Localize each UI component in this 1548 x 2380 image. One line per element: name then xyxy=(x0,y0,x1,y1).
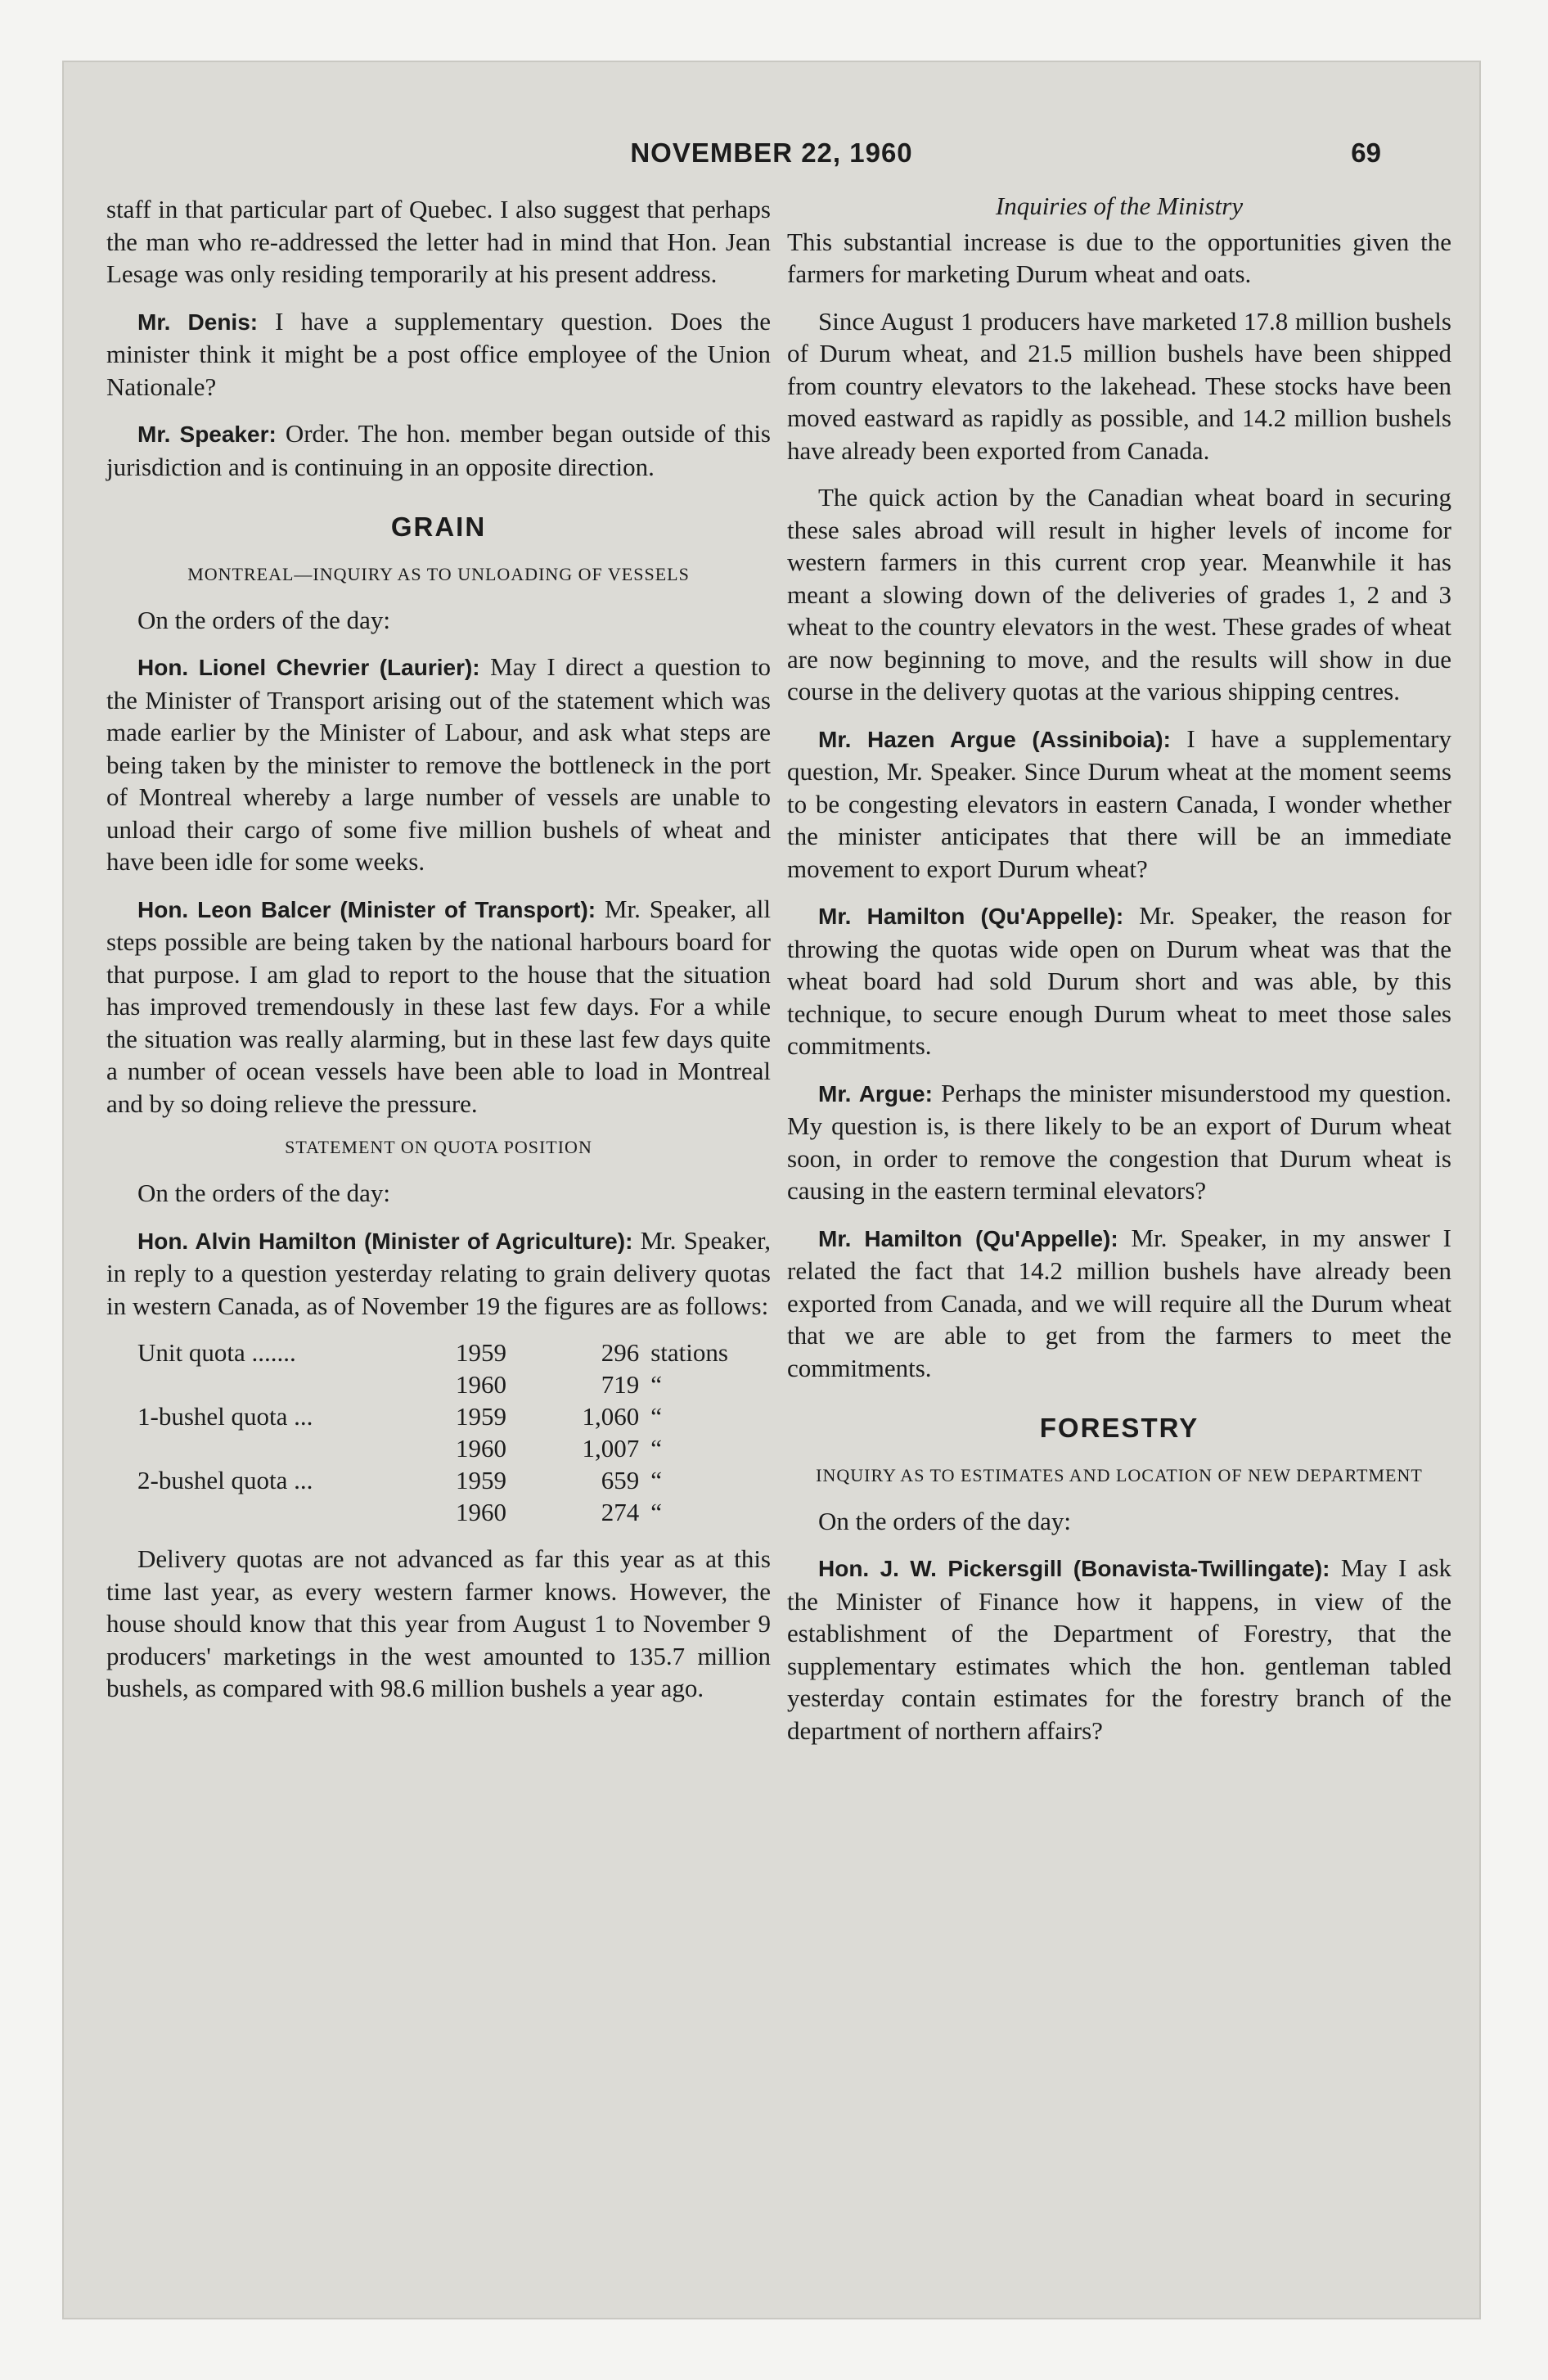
quota-year: 1959 xyxy=(455,1402,506,1431)
speaker-name: Hon. J. W. Pickersgill (Bonavista-Twillingate): xyxy=(818,1556,1330,1581)
speaker-name: Mr. Speaker: xyxy=(137,421,277,447)
quota-value: 296 xyxy=(601,1338,640,1367)
paragraph xyxy=(106,305,771,403)
paragraph xyxy=(787,899,1451,1062)
speaker-name: Hon. Leon Balcer (Minister of Transport): xyxy=(137,896,596,922)
right-column xyxy=(787,193,1451,1761)
paragraph xyxy=(106,651,771,878)
subheading-forestry: INQUIRY AS TO ESTIMATES AND LOCATION OF NEW DEPARTMENT xyxy=(816,1464,1423,1485)
table-row xyxy=(137,1432,771,1464)
quota-year: 1960 xyxy=(455,1370,506,1399)
paragraph: This substantial increase is due to the opportunities given the farmers for marketing Durum wheat and oats. xyxy=(787,227,1451,288)
speech-text: May I ask the Minister of Finance how it happens, in view of the establishment of the Department of Forestry, that the supplementary estimates which the hon. gentleman tabled yesterday contain estimates for the forestry branch of the department of northern affairs? xyxy=(787,1553,1451,1745)
quota-unit: “ xyxy=(650,1370,662,1399)
subheading-quota: STATEMENT ON QUOTA POSITION xyxy=(285,1137,592,1157)
paragraph xyxy=(787,1077,1451,1207)
quota-label xyxy=(137,1496,456,1528)
orders-of-the-day: On the orders of the day: xyxy=(137,1179,391,1207)
section-heading-forestry: FORESTRY xyxy=(1039,1413,1199,1443)
quota-label xyxy=(137,1432,456,1464)
paragraph: The quick action by the Canadian wheat board in securing these sales abroad will result in higher levels of income for western farmers in this current crop year. Meanwhile it has meant a slowing down of the deliveries of grades 1, 2 and 3 wheat to the country elevators in the west. These grades of wheat are now beginning to move, and the results will show in due course in the delivery quotas at the various shipping centres. xyxy=(787,483,1451,705)
quota-label: Unit quota ....... xyxy=(137,1338,296,1367)
quota-label: 1-bushel quota ... xyxy=(137,1402,313,1431)
quota-label xyxy=(137,1368,456,1400)
scanned-page xyxy=(62,61,1481,2319)
quota-year: 1959 xyxy=(455,1466,506,1494)
speech-text: Mr. Speaker, in reply to a question yesterday relating to grain delivery quotas in western Canada, as of November 19 the figures are as follows: xyxy=(106,1225,771,1320)
quota-table xyxy=(137,1336,771,1528)
table-row xyxy=(137,1496,771,1528)
paragraph xyxy=(106,417,771,483)
page-number: 69 xyxy=(1351,137,1381,168)
quota-value: 1,060 xyxy=(582,1402,640,1431)
quota-label: 2-bushel quota ... xyxy=(137,1466,313,1494)
speech-text: I have a supplementary question, Mr. Speaker. Since Durum wheat at the moment seems to be congesting elevators in eastern Canada, I wonder whether the minister anticipates that there will be an immediate movement to export Durum wheat? xyxy=(787,723,1451,883)
paragraph: Since August 1 producers have marketed 17.8 million bushels of Durum wheat, and 21.5 million bushels have been shipped from country elevators to the lakehead. These stocks have been moved eastward as rapidly as possible, and 14.2 million bushels have already been exported from Canada. xyxy=(787,306,1451,465)
quota-value: 274 xyxy=(601,1498,640,1526)
paragraph xyxy=(106,893,771,1120)
speech-text: Mr. Speaker, all steps possible are being taken by the national harbours board for that purpose. I am glad to report to the house that the situation has improved tremendously in these last few days. For a while the situation was really alarming, but in these last few days quite a number of ocean vessels have been able to load in Montreal and by so doing relieve the pressure. xyxy=(106,894,771,1118)
paragraph xyxy=(106,1224,771,1323)
paragraph xyxy=(787,723,1451,886)
speaker-name: Mr. Argue: xyxy=(818,1080,933,1107)
speaker-name: Mr. Denis: xyxy=(137,309,259,335)
page-date: NOVEMBER 22, 1960 xyxy=(630,137,913,168)
speech-text: Perhaps the minister misunderstood my question. My question is, is there likely to be an export of Durum wheat soon, in order to remove the congestion that Durum wheat is causing in the eastern terminal elevators? xyxy=(787,1078,1451,1205)
table-row xyxy=(137,1464,771,1496)
speaker-name: Hon. Alvin Hamilton (Minister of Agriculture): xyxy=(137,1228,633,1254)
speech-text: Mr. Speaker, in my answer I related the fact that 14.2 million bushels have already been exported from Canada, and we will require all the Durum wheat that we are able to get from the farmers to meet the commitments. xyxy=(787,1223,1451,1382)
quota-value: 1,007 xyxy=(582,1434,640,1463)
speaker-name: Hon. Lionel Chevrier (Laurier): xyxy=(137,655,480,680)
quota-value: 719 xyxy=(601,1370,640,1399)
quota-unit: “ xyxy=(650,1402,662,1431)
running-head: Inquiries of the Ministry xyxy=(995,192,1244,220)
speech-text: May I direct a question to the Minister of Transport arising out of the statement which was made earlier by the Minister of Labour, and ask what steps are being taken by the minister to remove the bottleneck in the port of Montreal whereby a large number of vessels are unable to unload their cargo of some five million bushels of wheat and have been idle for some weeks. xyxy=(106,652,771,876)
quota-unit: stations xyxy=(650,1338,728,1367)
quota-value: 659 xyxy=(601,1466,640,1494)
page-header xyxy=(162,137,1381,178)
table-row xyxy=(137,1336,771,1368)
speech-text: Order. The hon. member began outside of this jurisdiction and is continuing in an opposite direction. xyxy=(106,419,772,481)
section-heading-grain: GRAIN xyxy=(390,512,487,542)
quota-year: 1959 xyxy=(455,1338,506,1367)
quota-unit: “ xyxy=(650,1434,662,1463)
left-column xyxy=(106,193,771,1720)
speaker-name: Mr. Hazen Argue (Assiniboia): xyxy=(818,726,1171,752)
paragraph xyxy=(787,1222,1451,1385)
speaker-name: Mr. Hamilton (Qu'Appelle): xyxy=(818,1225,1118,1251)
subheading-montreal: MONTREAL—INQUIRY AS TO UNLOADING OF VESSELS xyxy=(187,563,690,584)
table-row xyxy=(137,1368,771,1400)
speech-text: Mr. Speaker, the reason for throwing the quotas wide open on Durum wheat was that the wheat board had sold Durum short and was able, by this technique, to secure enough Durum wheat to meet those sales commitments. xyxy=(787,901,1452,1060)
orders-of-the-day: On the orders of the day: xyxy=(137,605,391,634)
quota-unit: “ xyxy=(650,1466,662,1494)
orders-of-the-day: On the orders of the day: xyxy=(818,1506,1072,1535)
speech-text: I have a supplementary question. Does the minister think it might be a post office employee of the Union Nationale? xyxy=(106,306,771,401)
paragraph xyxy=(787,1552,1451,1747)
quota-year: 1960 xyxy=(455,1434,506,1463)
quota-unit: “ xyxy=(650,1498,662,1526)
quota-year: 1960 xyxy=(455,1498,506,1526)
speaker-name: Mr. Hamilton (Qu'Appelle): xyxy=(818,904,1124,929)
table-row xyxy=(137,1400,771,1432)
paragraph: staff in that particular part of Quebec. I also suggest that perhaps the man who re-addressed the letter had in mind that Hon. Jean Lesage was only residing temporarily at his present address. xyxy=(106,195,771,288)
paragraph: Delivery quotas are not advanced as far this year as at this time last year, as every western farmer knows. However, the house should know that this year from August 1 to November 9 producers' marketings in the west amounted to 135.7 million bushels, as compared with 98.6 million bushels a year ago. xyxy=(106,1544,771,1702)
